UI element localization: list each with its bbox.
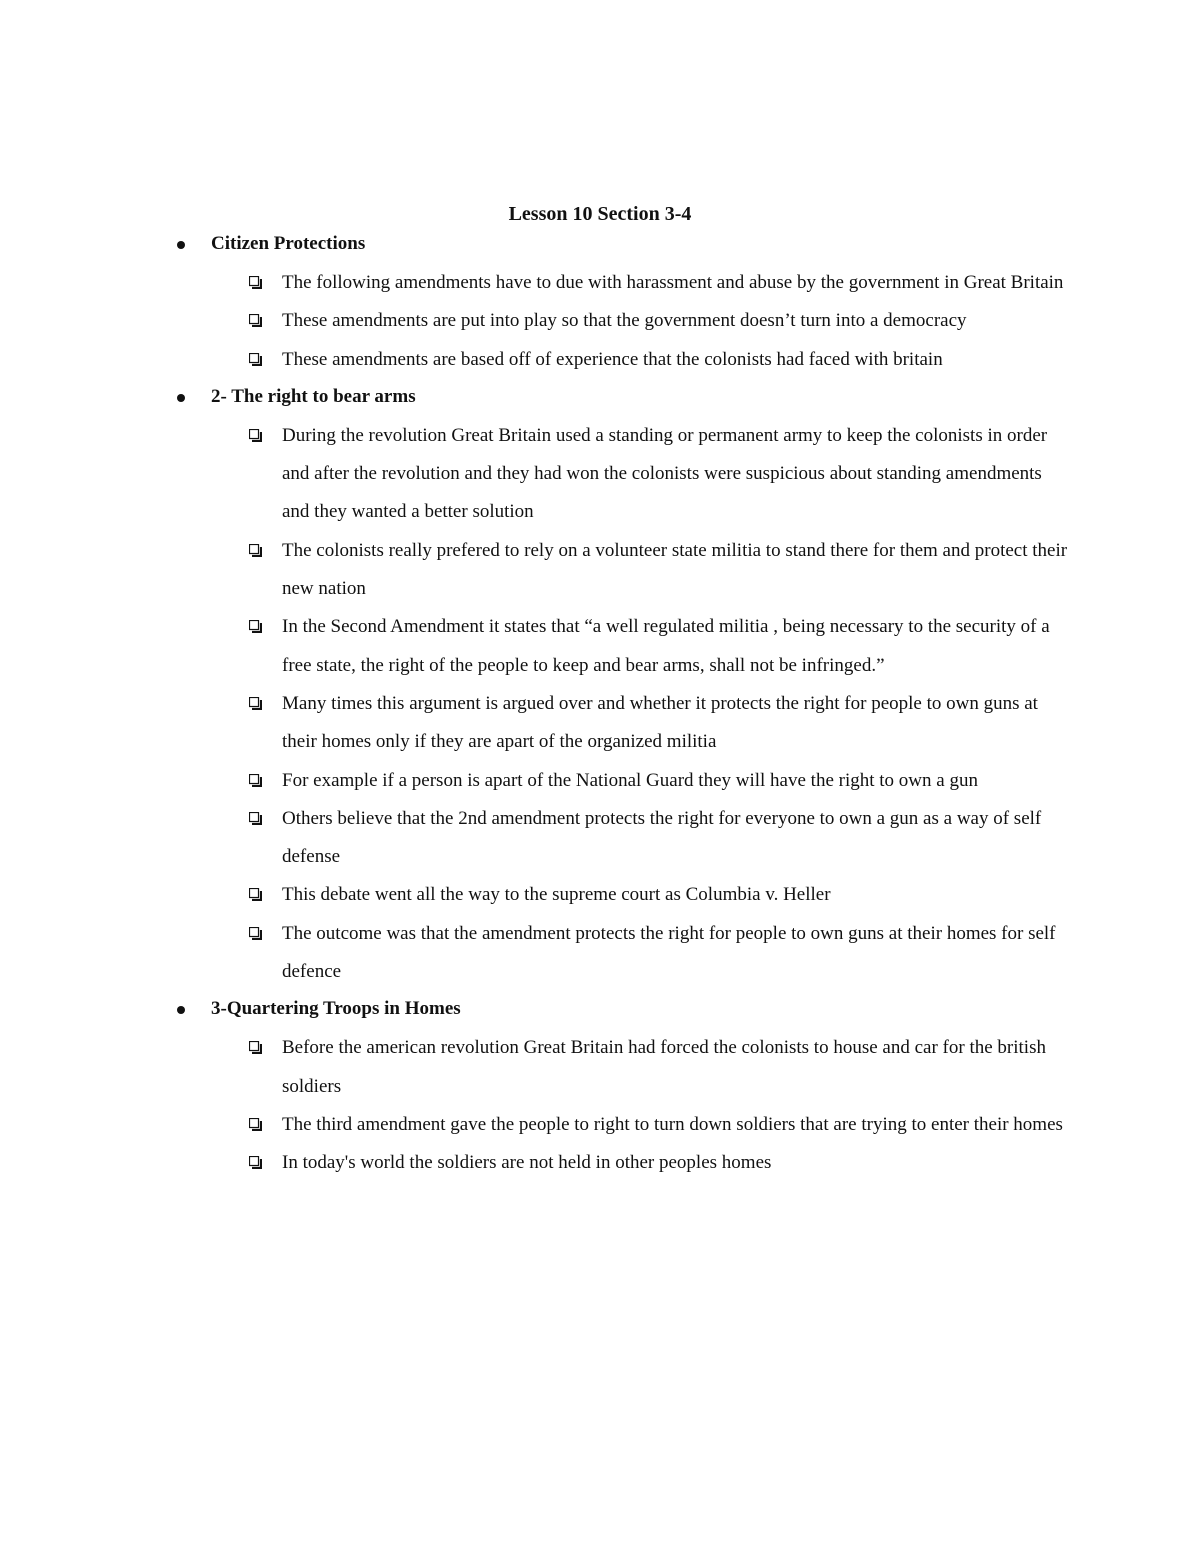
list-item-text: For example if a person is apart of the National Guard they will have the right to own a gun (282, 769, 978, 791)
list-item (0, 417, 1072, 532)
list-item-text: The following amendments have to due with harassment and abuse by the government in Great Britain (282, 272, 1064, 293)
list-item (0, 915, 1072, 992)
section-quartering-troops (0, 991, 1200, 1182)
list-item-text: This debate went all the way to the supreme court as Columbia v. Heller (282, 884, 831, 906)
checkbox-icon (249, 1118, 262, 1131)
list-item (0, 264, 1072, 302)
document-title: Lesson 10 Section 3-4 (508, 203, 692, 225)
list-item (0, 532, 1072, 609)
checkbox-icon (249, 1041, 262, 1054)
list-item-text: The colonists really prefered to rely on a volunteer state militia to stand there for them and protect their new nation (282, 539, 1068, 600)
list-item (0, 876, 1072, 914)
list-item-text: The third amendment gave the people to right to turn down soldiers that are trying to enter their homes (282, 1113, 1063, 1135)
list-item-text: Others believe that the 2nd amendment protects the right for everyone to own a gun as a way of self defense (282, 807, 1042, 868)
checkbox-icon (249, 314, 262, 327)
section-list (0, 226, 1200, 1183)
section-citizen-protections (0, 226, 1200, 379)
list-item-text: In the Second Amendment it states that “a well regulated militia , being necessary to the security of a free state, the right of the people to keep and bear arms, shall not be infringed.” (282, 616, 1050, 676)
list-item-text: These amendments are based off of experience that the colonists had faced with britain (282, 348, 943, 370)
checkbox-icon (249, 429, 262, 442)
checkbox-icon (249, 353, 262, 366)
list-item (0, 685, 1072, 762)
checkbox-icon (249, 927, 262, 940)
list-item (0, 302, 1072, 340)
list-item (0, 800, 1072, 877)
section-heading-text: Citizen Protections (211, 233, 366, 254)
section-heading (0, 379, 1200, 417)
section-heading (0, 991, 1200, 1029)
section-heading-text: 2- The right to bear arms (211, 385, 416, 407)
checkbox-icon (249, 774, 262, 787)
list-item (0, 1144, 1072, 1182)
list-item (0, 1029, 1072, 1106)
checkbox-icon (249, 544, 262, 557)
list-item (0, 608, 1072, 685)
list-item-text: Before the american revolution Great Britain had forced the colonists to house and car for the british soldiers (282, 1037, 1046, 1097)
list-item-text: Many times this argument is argued over and whether it protects the right for people to own guns at their homes only if they are apart of the organized militia (282, 692, 1038, 753)
checkbox-icon (249, 620, 262, 633)
checkbox-icon (249, 276, 262, 289)
list-item (0, 341, 1072, 379)
section-heading (0, 226, 1200, 264)
section-heading-text: 3-Quartering Troops in Homes (211, 998, 461, 1020)
bullet-icon (177, 1006, 185, 1014)
list-item (0, 762, 1072, 800)
bullet-icon (177, 394, 185, 402)
checkbox-icon (249, 697, 262, 710)
list-item-text: In today's world the soldiers are not held in other peoples homes (282, 1152, 772, 1174)
list-item (0, 1106, 1072, 1144)
bullet-icon (177, 241, 185, 249)
list-item-text: During the revolution Great Britain used a standing or permanent army to keep the colonists in order and after the revolution and they had won the colonists were suspicious about standing amendments and they wanted a better solution (282, 424, 1048, 523)
section-right-to-bear-arms (0, 379, 1200, 991)
checkbox-icon (249, 888, 262, 901)
checkbox-icon (249, 1156, 262, 1169)
list-item-text: The outcome was that the amendment protects the right for people to own guns at their homes for self defence (282, 922, 1056, 983)
checkbox-icon (249, 812, 262, 825)
list-item-text: These amendments are put into play so that the government doesn’t turn into a democracy (282, 310, 967, 332)
